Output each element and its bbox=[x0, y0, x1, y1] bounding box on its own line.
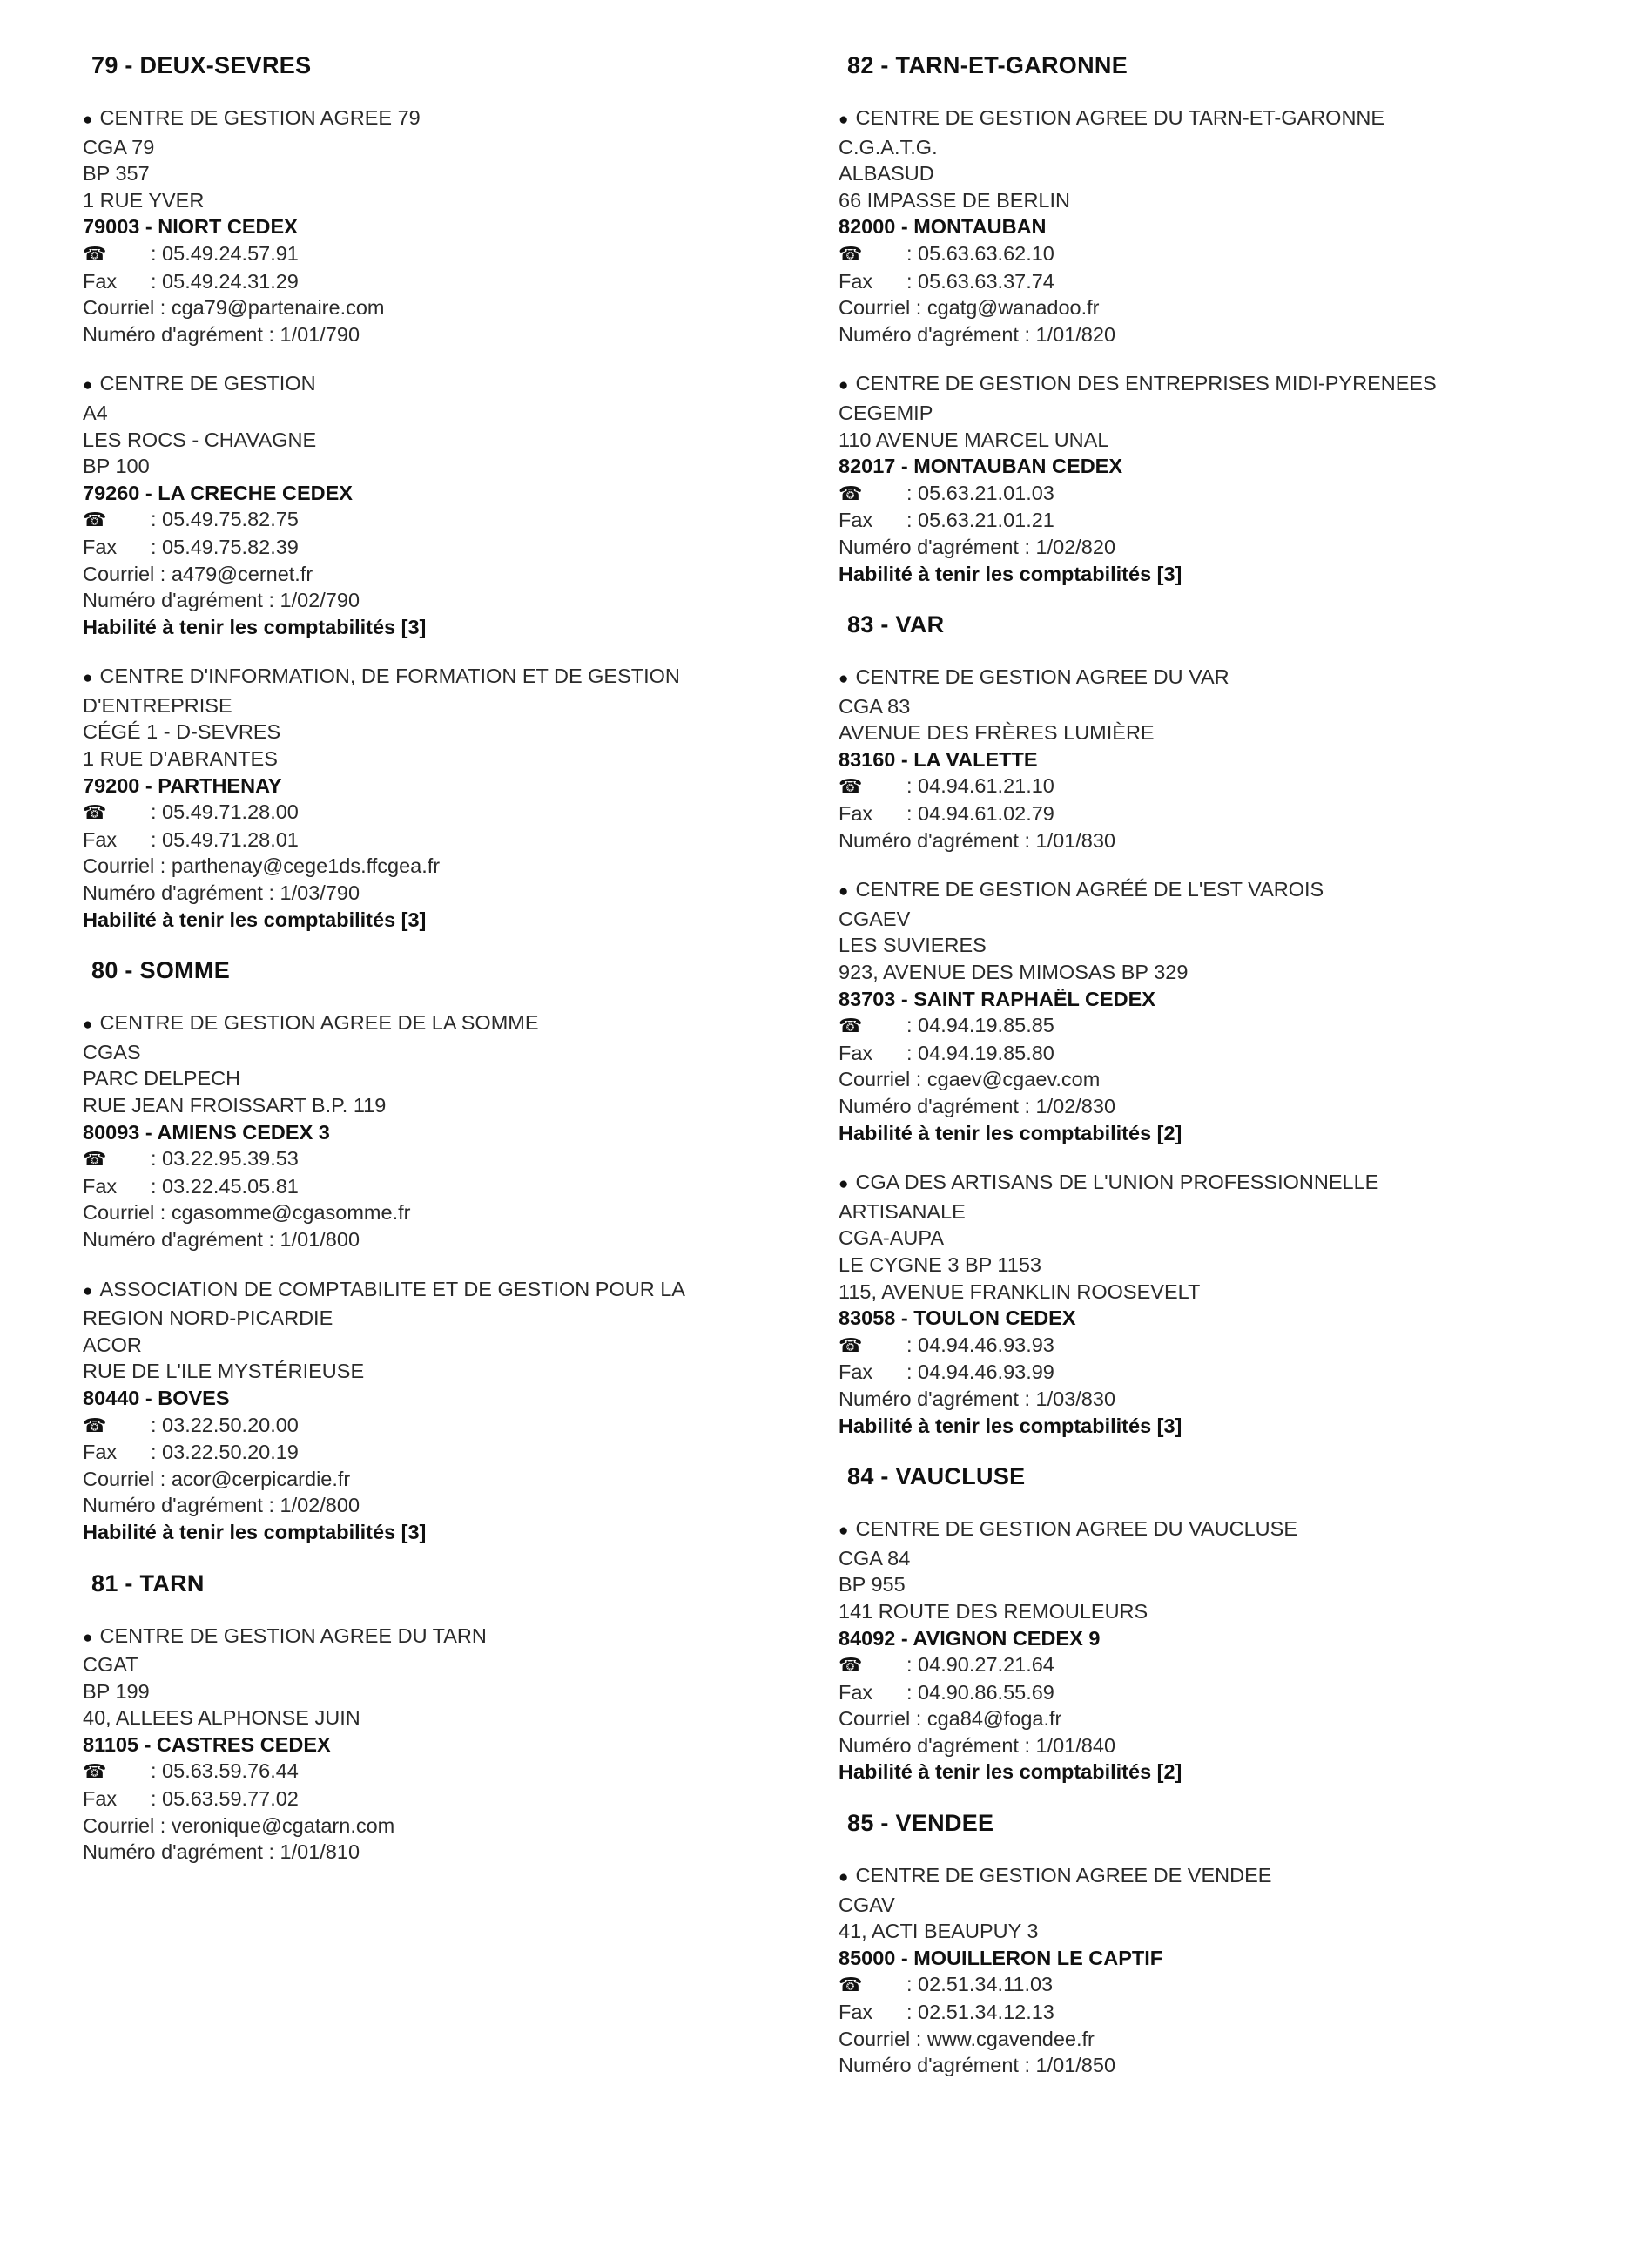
fax-line bbox=[839, 1040, 1587, 1067]
department-section bbox=[83, 1569, 814, 1866]
fax-line bbox=[83, 268, 814, 295]
fax-line bbox=[839, 1359, 1587, 1386]
email-line: Courriel : cga79@partenaire.com bbox=[83, 296, 385, 320]
organization-name: ● CENTRE DE GESTION AGREE DE LA SOMME bbox=[83, 1009, 814, 1039]
address-line: RUE JEAN FROISSART B.P. 119 bbox=[83, 1094, 387, 1117]
agrement-number: Numéro d'agrément : 1/01/840 bbox=[839, 1733, 1116, 1757]
fax-number: : 05.49.24.31.29 bbox=[151, 269, 299, 293]
department-heading: 83 - VAR bbox=[847, 611, 945, 638]
postal-city: 83703 - SAINT RAPHAËL CEDEX bbox=[839, 987, 1155, 1010]
fax-label: Fax bbox=[839, 802, 873, 826]
organization-entry bbox=[839, 664, 1587, 854]
fax-label: Fax bbox=[839, 269, 873, 293]
phone-number: : 04.94.19.85.85 bbox=[906, 1014, 1054, 1037]
address-line: ALBASUD bbox=[839, 162, 934, 186]
organization-entry bbox=[83, 105, 814, 348]
organization-entry bbox=[83, 370, 814, 640]
address-line: CGA 84 bbox=[839, 1546, 911, 1569]
phone-line bbox=[83, 506, 814, 534]
postal-city: 81105 - CASTRES CEDEX bbox=[83, 1732, 331, 1756]
fax-number: : 04.94.46.93.99 bbox=[906, 1360, 1054, 1384]
organization-entry bbox=[839, 1169, 1587, 1439]
fax-label: Fax bbox=[839, 2001, 873, 2024]
department-heading: 85 - VENDEE bbox=[847, 1810, 994, 1837]
address-line: AVENUE DES FRÈRES LUMIÈRE bbox=[839, 721, 1155, 745]
phone-number: : 03.22.95.39.53 bbox=[151, 1147, 299, 1171]
email-line: Courriel : cga84@foga.fr bbox=[839, 1707, 1062, 1731]
postal-city: 84092 - AVIGNON CEDEX 9 bbox=[839, 1626, 1101, 1650]
address-line: A4 bbox=[83, 401, 108, 424]
address-line: LE CYGNE 3 BP 1153 bbox=[839, 1252, 1041, 1276]
address-line: CGAT bbox=[83, 1653, 138, 1677]
organization-name: ● CENTRE DE GESTION AGREE DE VENDEE bbox=[839, 1862, 1587, 1892]
fax-number: : 05.49.71.28.01 bbox=[151, 827, 299, 851]
address-line: BP 955 bbox=[839, 1573, 906, 1596]
address-line: RUE DE L'ILE MYSTÉRIEUSE bbox=[83, 1360, 365, 1383]
postal-city: 82017 - MONTAUBAN CEDEX bbox=[839, 455, 1123, 478]
phone-number: : 02.51.34.11.03 bbox=[906, 1973, 1054, 1996]
address-line: 115, AVENUE FRANKLIN ROOSEVELT bbox=[839, 1279, 1201, 1303]
department-section bbox=[839, 1461, 1587, 1785]
fax-number: : 03.22.45.05.81 bbox=[151, 1174, 299, 1198]
address-line: PARC DELPECH bbox=[83, 1067, 241, 1090]
address-line: LES ROCS - CHAVAGNE bbox=[83, 428, 317, 451]
fax-label: Fax bbox=[839, 1041, 873, 1064]
email-line: Courriel : cgaev@cgaev.com bbox=[839, 1068, 1101, 1091]
agrement-number: Numéro d'agrément : 1/03/790 bbox=[83, 881, 360, 905]
postal-city: 79260 - LA CRECHE CEDEX bbox=[83, 481, 353, 504]
address-line: REGION NORD-PICARDIE bbox=[83, 1306, 333, 1330]
address-line: 923, AVENUE DES MIMOSAS BP 329 bbox=[839, 961, 1189, 984]
address-line: 41, ACTI BEAUPUY 3 bbox=[839, 1920, 1039, 1943]
phone-line bbox=[83, 1758, 814, 1785]
telephone-icon: ☎ bbox=[839, 1974, 863, 1996]
telephone-icon: ☎ bbox=[839, 482, 863, 504]
address-line: BP 199 bbox=[83, 1679, 150, 1703]
department-section bbox=[83, 955, 814, 1545]
agrement-number: Numéro d'agrément : 1/01/850 bbox=[839, 2054, 1116, 2077]
phone-line bbox=[83, 240, 814, 268]
accreditation-note: Habilité à tenir les comptabilités [3] bbox=[839, 562, 1182, 585]
organization-name: ● CGA DES ARTISANS DE L'UNION PROFESSIONNELLE bbox=[839, 1169, 1587, 1198]
organization-entry bbox=[839, 1515, 1587, 1785]
fax-label: Fax bbox=[83, 269, 118, 293]
telephone-icon: ☎ bbox=[83, 242, 107, 265]
agrement-number: Numéro d'agrément : 1/01/800 bbox=[83, 1227, 360, 1251]
fax-line bbox=[839, 800, 1587, 827]
postal-city: 80440 - BOVES bbox=[83, 1386, 230, 1409]
fax-number: : 02.51.34.12.13 bbox=[906, 2001, 1054, 2024]
department-heading: 84 - VAUCLUSE bbox=[847, 1463, 1026, 1490]
address-line: C.G.A.T.G. bbox=[839, 135, 938, 159]
fax-label: Fax bbox=[839, 1360, 873, 1384]
address-line: CEGEMIP bbox=[839, 401, 933, 424]
phone-number: : 04.94.46.93.93 bbox=[906, 1333, 1054, 1356]
telephone-icon: ☎ bbox=[839, 242, 863, 265]
right-column bbox=[839, 51, 1587, 2102]
postal-city: 82000 - MONTAUBAN bbox=[839, 215, 1047, 239]
phone-number: : 05.63.59.76.44 bbox=[151, 1759, 299, 1783]
fax-line bbox=[83, 534, 814, 561]
accreditation-note: Habilité à tenir les comptabilités [2] bbox=[839, 1760, 1182, 1784]
fax-number: : 03.22.50.20.19 bbox=[151, 1441, 299, 1464]
department-section bbox=[83, 51, 814, 933]
agrement-number: Numéro d'agrément : 1/02/790 bbox=[83, 589, 360, 612]
organization-name: ● CENTRE DE GESTION AGREE 79 bbox=[83, 105, 814, 134]
organization-name: ● CENTRE DE GESTION DES ENTREPRISES MIDI-PYRENEES bbox=[839, 370, 1587, 400]
phone-line bbox=[839, 1012, 1587, 1040]
address-line: 141 ROUTE DES REMOULEURS bbox=[839, 1599, 1148, 1623]
postal-city: 83160 - LA VALETTE bbox=[839, 747, 1038, 771]
phone-number: : 05.63.21.01.03 bbox=[906, 481, 1054, 504]
organization-name: ● ASSOCIATION DE COMPTABILITE ET DE GESTION POUR LA bbox=[83, 1276, 814, 1306]
organization-entry bbox=[83, 663, 814, 933]
phone-line bbox=[83, 799, 814, 827]
agrement-number: Numéro d'agrément : 1/01/810 bbox=[83, 1840, 360, 1864]
fax-line bbox=[83, 1785, 814, 1812]
phone-line bbox=[839, 773, 1587, 800]
address-line: CGA 83 bbox=[839, 694, 911, 718]
organization-name: ● CENTRE DE GESTION AGREE DU VAUCLUSE bbox=[839, 1515, 1587, 1545]
fax-label: Fax bbox=[839, 509, 873, 532]
phone-line bbox=[839, 240, 1587, 268]
organization-entry bbox=[83, 1623, 814, 1866]
telephone-icon: ☎ bbox=[83, 1760, 107, 1783]
address-line: ARTISANALE bbox=[839, 1199, 966, 1223]
fax-label: Fax bbox=[83, 1787, 118, 1811]
left-column bbox=[83, 51, 814, 1888]
agrement-number: Numéro d'agrément : 1/02/820 bbox=[839, 535, 1116, 558]
postal-city: 79200 - PARTHENAY bbox=[83, 773, 282, 797]
address-line: D'ENTREPRISE bbox=[83, 693, 232, 717]
organization-name: ● CENTRE DE GESTION AGREE DU TARN-ET-GARONNE bbox=[839, 105, 1587, 134]
telephone-icon: ☎ bbox=[839, 1333, 863, 1356]
address-line: LES SUVIERES bbox=[839, 934, 987, 957]
accreditation-note: Habilité à tenir les comptabilités [3] bbox=[839, 1414, 1182, 1437]
address-line: BP 357 bbox=[83, 162, 150, 186]
telephone-icon: ☎ bbox=[839, 1015, 863, 1037]
agrement-number: Numéro d'agrément : 1/02/830 bbox=[839, 1095, 1116, 1117]
telephone-icon: ☎ bbox=[839, 775, 863, 798]
telephone-icon: ☎ bbox=[839, 1654, 863, 1677]
address-line: CGA 79 bbox=[83, 135, 155, 159]
organization-name: ● CENTRE DE GESTION AGREE DU TARN bbox=[83, 1623, 814, 1652]
address-line: 66 IMPASSE DE BERLIN bbox=[839, 188, 1070, 212]
address-line: CGA-AUPA bbox=[839, 1226, 944, 1250]
address-line: 1 RUE YVER bbox=[83, 188, 205, 212]
organization-entry bbox=[839, 876, 1587, 1146]
phone-number: : 04.90.27.21.64 bbox=[906, 1653, 1054, 1677]
email-line: Courriel : parthenay@cege1ds.ffcgea.fr bbox=[83, 854, 441, 878]
phone-number: : 03.22.50.20.00 bbox=[151, 1413, 299, 1436]
address-line: ACOR bbox=[83, 1333, 142, 1356]
fax-label: Fax bbox=[83, 1174, 118, 1198]
fax-number: : 04.94.61.02.79 bbox=[906, 802, 1054, 826]
phone-number: : 05.49.71.28.00 bbox=[151, 800, 299, 824]
fax-number: : 04.94.19.85.80 bbox=[906, 1041, 1054, 1064]
phone-number: : 05.49.75.82.75 bbox=[151, 508, 299, 531]
postal-city: 80093 - AMIENS CEDEX 3 bbox=[83, 1120, 330, 1144]
department-section bbox=[839, 1808, 1587, 2079]
accreditation-note: Habilité à tenir les comptabilités [3] bbox=[83, 908, 427, 931]
telephone-icon: ☎ bbox=[83, 1148, 107, 1171]
phone-number: : 05.49.24.57.91 bbox=[151, 241, 299, 265]
email-line: Courriel : a479@cernet.fr bbox=[83, 562, 313, 585]
address-line: CGAS bbox=[83, 1040, 141, 1063]
department-section bbox=[839, 610, 1587, 1439]
fax-line bbox=[839, 1679, 1587, 1706]
fax-number: : 05.49.75.82.39 bbox=[151, 535, 299, 558]
department-heading: 79 - DEUX-SEVRES bbox=[91, 52, 312, 78]
email-line: Courriel : acor@cerpicardie.fr bbox=[83, 1467, 351, 1490]
agrement-number: Numéro d'agrément : 1/01/790 bbox=[83, 322, 360, 346]
agrement-number: Numéro d'agrément : 1/01/820 bbox=[839, 322, 1116, 346]
postal-city: 83058 - TOULON CEDEX bbox=[839, 1306, 1076, 1330]
department-heading: 80 - SOMME bbox=[91, 957, 231, 984]
fax-line bbox=[839, 507, 1587, 534]
email-line: Courriel : www.cgavendee.fr bbox=[839, 2027, 1095, 2050]
fax-line bbox=[83, 1173, 814, 1200]
agrement-number: Numéro d'agrément : 1/02/800 bbox=[83, 1494, 360, 1517]
telephone-icon: ☎ bbox=[83, 1414, 107, 1436]
phone-line bbox=[839, 1651, 1587, 1679]
fax-line bbox=[83, 827, 814, 854]
phone-number: : 05.63.63.62.10 bbox=[906, 241, 1054, 265]
fax-line bbox=[83, 1439, 814, 1466]
department-heading: 82 - TARN-ET-GARONNE bbox=[847, 52, 1128, 78]
fax-label: Fax bbox=[83, 535, 118, 558]
department-heading: 81 - TARN bbox=[91, 1569, 205, 1596]
address-line: 1 RUE D'ABRANTES bbox=[83, 747, 278, 771]
address-line: BP 100 bbox=[83, 455, 150, 478]
address-line: CGAEV bbox=[839, 907, 911, 930]
accreditation-note: Habilité à tenir les comptabilités [2] bbox=[839, 1121, 1182, 1144]
address-line: 40, ALLEES ALPHONSE JUIN bbox=[83, 1706, 360, 1730]
address-line: CÉGÉ 1 - D-SEVRES bbox=[83, 720, 281, 744]
telephone-icon: ☎ bbox=[83, 509, 107, 531]
phone-line bbox=[839, 1332, 1587, 1360]
fax-number: : 05.63.21.01.21 bbox=[906, 509, 1054, 532]
organization-name: ● CENTRE DE GESTION bbox=[83, 370, 814, 400]
phone-line bbox=[839, 1971, 1587, 1999]
postal-city: 85000 - MOUILLERON LE CAPTIF bbox=[839, 1946, 1163, 1969]
organization-entry bbox=[83, 1009, 814, 1252]
organization-name: ● CENTRE DE GESTION AGRÉÉ DE L'EST VAROIS bbox=[839, 876, 1587, 906]
fax-label: Fax bbox=[839, 1680, 873, 1704]
organization-entry bbox=[83, 1276, 814, 1546]
accreditation-note: Habilité à tenir les comptabilités [3] bbox=[83, 615, 427, 638]
organization-entry bbox=[839, 105, 1587, 348]
organization-entry bbox=[839, 1862, 1587, 2079]
accreditation-note: Habilité à tenir les comptabilités [3] bbox=[83, 1520, 427, 1543]
email-line: Courriel : veronique@cgatarn.com bbox=[83, 1813, 395, 1837]
email-line: Courriel : cgatg@wanadoo.fr bbox=[839, 296, 1100, 320]
fax-line bbox=[839, 268, 1587, 295]
phone-line bbox=[83, 1412, 814, 1440]
email-line: Courriel : cgasomme@cgasomme.fr bbox=[83, 1201, 411, 1225]
phone-line bbox=[839, 480, 1587, 508]
organization-entry bbox=[839, 370, 1587, 587]
agrement-number: Numéro d'agrément : 1/01/830 bbox=[839, 828, 1116, 852]
department-section bbox=[839, 51, 1587, 587]
phone-number: : 04.94.61.21.10 bbox=[906, 774, 1054, 798]
fax-label: Fax bbox=[83, 1441, 118, 1464]
organization-name: ● CENTRE DE GESTION AGREE DU VAR bbox=[839, 664, 1587, 693]
fax-number: : 04.90.86.55.69 bbox=[906, 1680, 1054, 1704]
postal-city: 79003 - NIORT CEDEX bbox=[83, 215, 298, 239]
address-line: 110 AVENUE MARCEL UNAL bbox=[839, 428, 1109, 451]
phone-line bbox=[83, 1145, 814, 1173]
address-line: CGAV bbox=[839, 1893, 895, 1916]
telephone-icon: ☎ bbox=[83, 801, 107, 824]
organization-name: ● CENTRE D'INFORMATION, DE FORMATION ET DE GESTION bbox=[83, 663, 814, 692]
fax-number: : 05.63.59.77.02 bbox=[151, 1787, 299, 1811]
agrement-number: Numéro d'agrément : 1/03/830 bbox=[839, 1387, 1116, 1410]
fax-number: : 05.63.63.37.74 bbox=[906, 269, 1054, 293]
fax-label: Fax bbox=[83, 827, 118, 851]
fax-line bbox=[839, 1999, 1587, 2026]
